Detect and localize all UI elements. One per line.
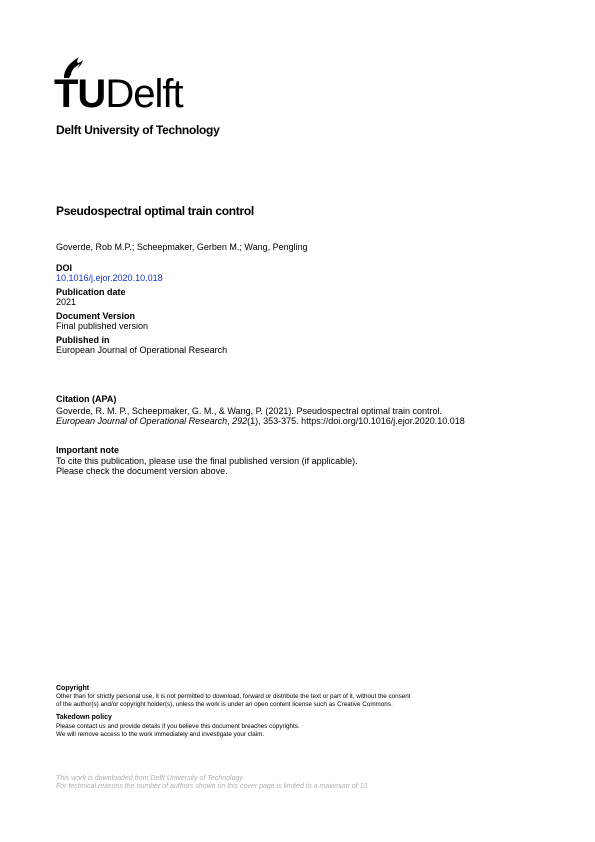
copyright-line-1: Other than for strictly personal use, it is not permitted to download, forward or distribute the text or part of it, without the consent — [56, 693, 411, 700]
footer-line-2: For technical reasons the number of authors shown on this cover page is limited to a maximum of 10. — [56, 783, 370, 790]
footer-line-1: This work is downloaded from Delft University of Technology. — [56, 775, 245, 782]
citation-line-1: Goverde, R. M. P., Scheepmaker, G. M., & Wang, P. (2021). Pseudospectral optimal train control. — [56, 406, 443, 416]
citation-label: Citation (APA) — [56, 394, 117, 404]
logo-tu: TU — [54, 72, 106, 116]
tudelft-logo — [54, 54, 199, 114]
published-in-value: European Journal of Operational Research — [56, 345, 228, 355]
published-in-label: Published in — [56, 335, 110, 345]
doi-label: DOI — [56, 263, 73, 273]
copyright-line-2: of the author(s) and/or copyright holder(s), unless the work is under an open content license such as Creative Commons. — [56, 701, 393, 708]
publication-date-label: Publication date — [56, 287, 126, 297]
citation-separator: , — [227, 416, 233, 426]
citation-volume: 292 — [232, 416, 248, 426]
doi-link[interactable]: 10.1016/j.ejor.2020.10.018 — [56, 273, 163, 283]
copyright-label: Copyright — [56, 685, 90, 692]
document-version-label: Document Version — [56, 311, 136, 321]
university-name: Delft University of Technology — [56, 123, 220, 137]
publication-date-value: 2021 — [56, 297, 77, 307]
citation-journal: European Journal of Operational Research — [56, 416, 228, 426]
takedown-line-1: Please contact us and provide details if you believe this document breaches copyrights. — [56, 723, 300, 730]
logo-delft: Delft — [105, 72, 183, 116]
important-note-label: Important note — [56, 445, 119, 455]
document-title: Pseudospectral optimal train control — [56, 204, 254, 218]
logo-wordmark — [54, 74, 183, 114]
document-version-value: Final published version — [56, 321, 149, 331]
takedown-line-2: We will remove access to the work immediately and investigate your claim. — [56, 731, 265, 738]
important-note-line-1: To cite this publication, please use the final published version (if applicable). — [56, 456, 358, 466]
citation-rest: (1), 353-375. https://doi.org/10.1016/j.ejor.2020.10.018 — [247, 416, 465, 426]
authors: Goverde, Rob M.P.; Scheepmaker, Gerben M.; Wang, Pengling — [56, 242, 308, 252]
important-note-line-2: Please check the document version above. — [56, 466, 228, 476]
takedown-label: Takedown policy — [56, 714, 112, 721]
citation-line-2 — [56, 416, 465, 426]
